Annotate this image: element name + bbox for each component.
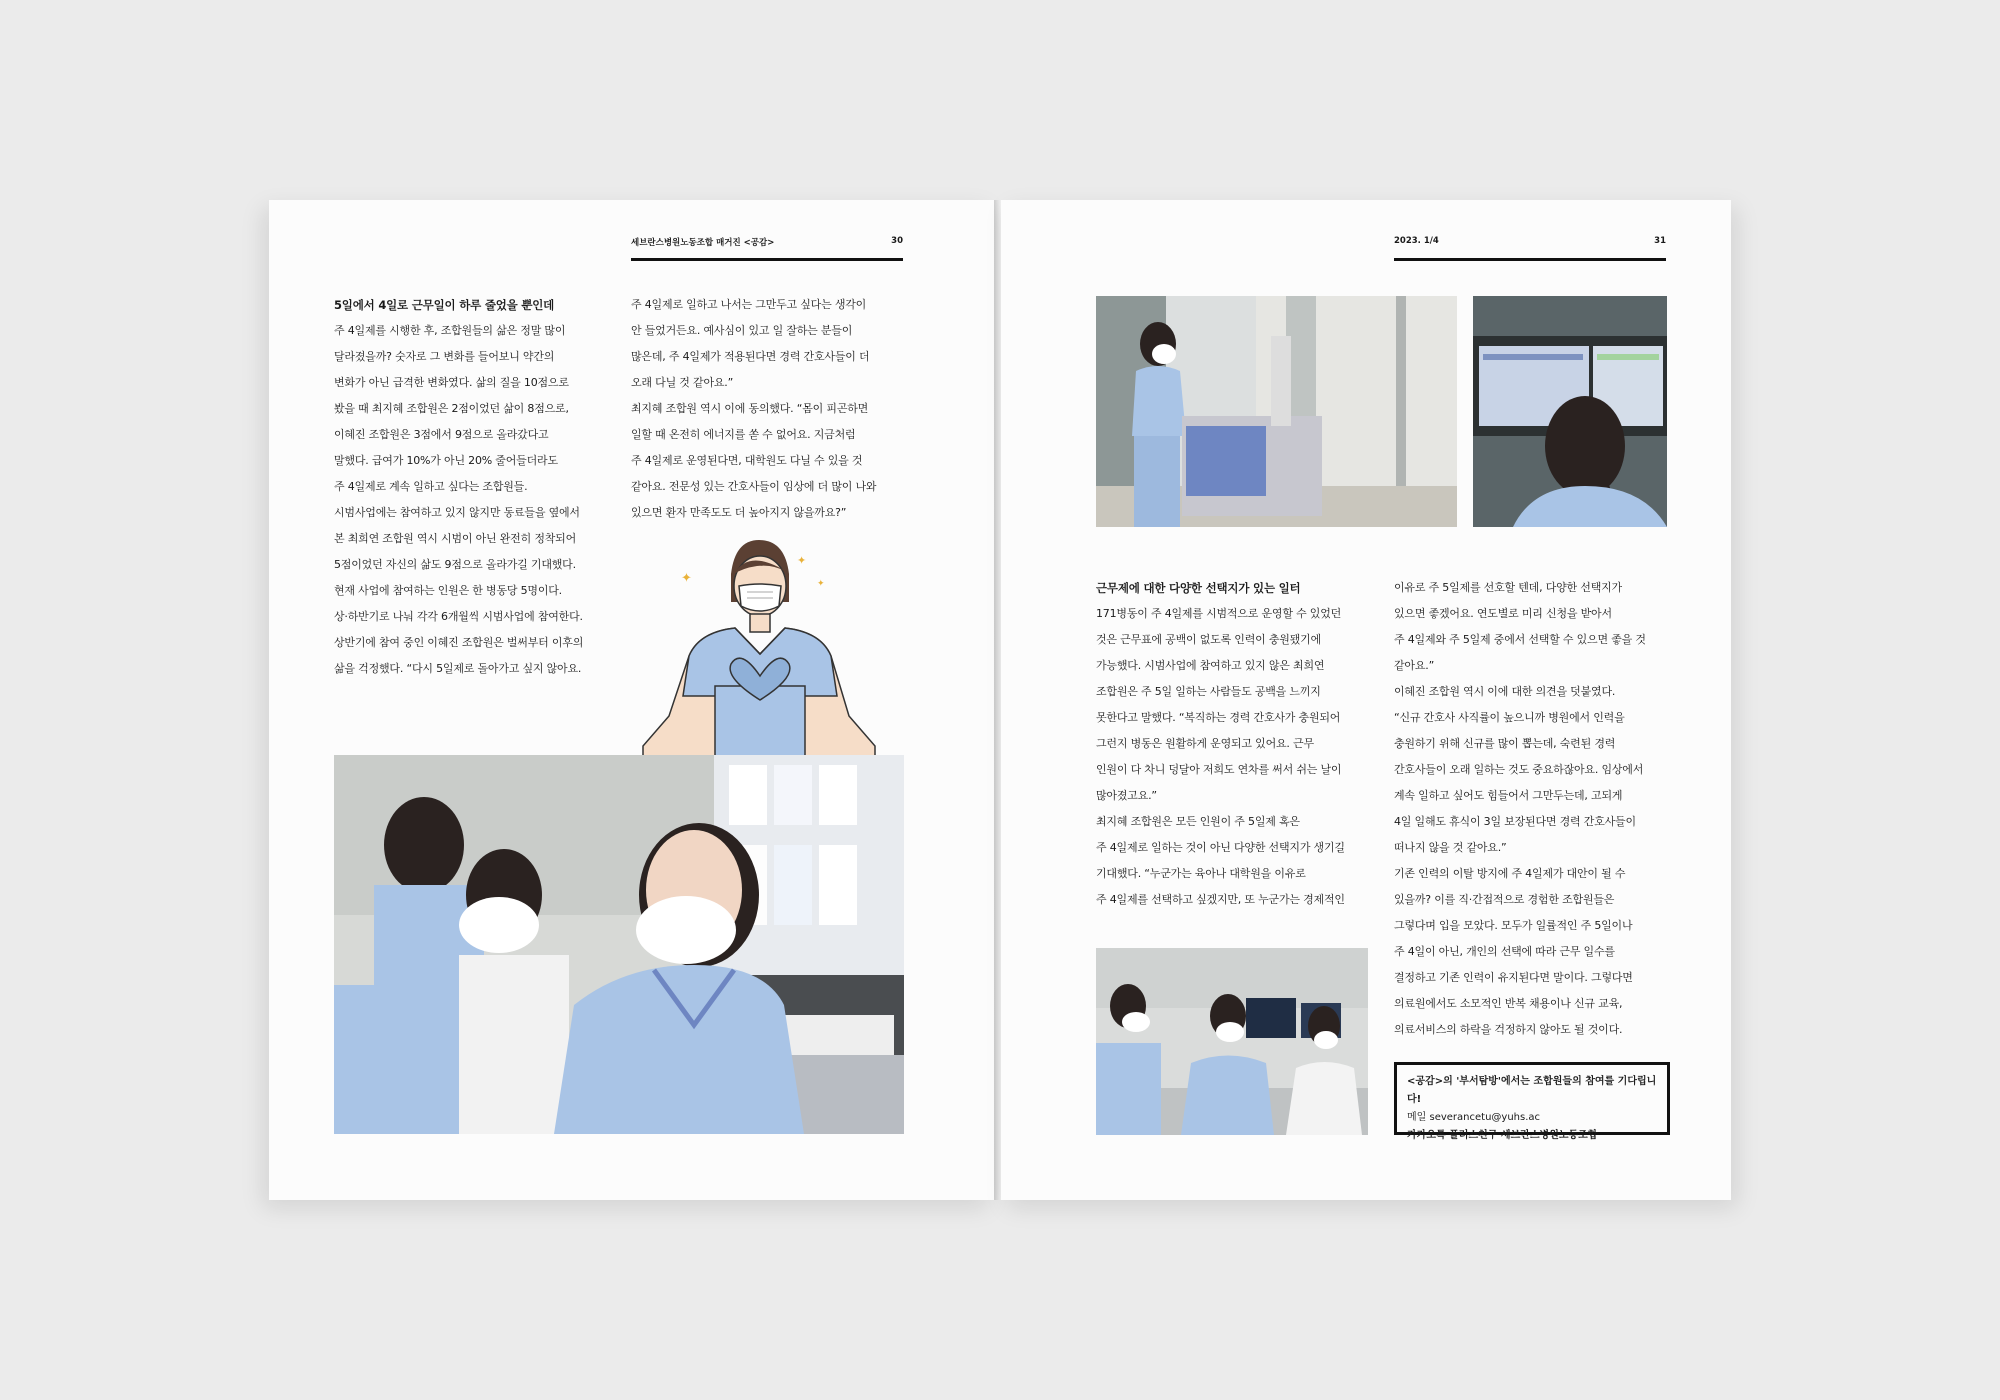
text-line: 최지혜 조합원은 모든 인원이 주 5일제 혹은 bbox=[1096, 815, 1300, 828]
text-line: 변화가 아닌 급격한 변화였다. 삶의 질을 10점으로 bbox=[334, 376, 569, 389]
text-line: 있을까? 이를 직·간접적으로 경험한 조합원들은 bbox=[1394, 893, 1615, 906]
text-line: 4일 일해도 휴식이 3일 보장된다면 경력 간호사들이 bbox=[1394, 815, 1636, 828]
text-line: 주 4일제를 선택하고 싶겠지만, 또 누군가는 경제적인 bbox=[1096, 893, 1345, 906]
text-line: 본 최희연 조합원 역시 시범이 아닌 완전히 정착되어 bbox=[334, 532, 577, 545]
text-line: 있으면 좋겠어요. 연도별로 미리 신청을 받아서 bbox=[1394, 607, 1612, 620]
paragraph-lines bbox=[631, 292, 911, 526]
svg-text:✦: ✦ bbox=[817, 579, 825, 589]
section-heading: 근무제에 대한 다양한 선택지가 있는 일터 bbox=[1096, 581, 1301, 595]
text-line: 충원하기 위해 신규를 많이 뽑는데, 숙련된 경력 bbox=[1394, 737, 1616, 750]
nurse-heart-illustration bbox=[639, 536, 879, 756]
nurse-at-computer-photo bbox=[1473, 296, 1667, 527]
info-box-title: <공감>의 '부서탐방'에서는 조합원들의 참여를 기다립니다! bbox=[1407, 1076, 1657, 1105]
right-page-header bbox=[1394, 236, 1666, 261]
text-line: “신규 간호사 사직률이 높으니까 병원에서 인력을 bbox=[1394, 711, 1625, 724]
left-page-header bbox=[631, 236, 903, 261]
text-line: 이유로 주 5일제를 선호할 텐데, 다양한 선택지가 bbox=[1394, 581, 1622, 594]
text-line: 171병동이 주 4일제를 시범적으로 운영할 수 있었던 bbox=[1096, 607, 1342, 620]
contact-info-box bbox=[1394, 1062, 1670, 1141]
right-column-2 bbox=[1394, 575, 1674, 1043]
text-line: 이혜진 조합원 역시 이에 대한 의견을 덧붙였다. bbox=[1394, 685, 1616, 698]
svg-text:✦: ✦ bbox=[797, 554, 807, 567]
section-heading: 5일에서 4일로 근무일이 하루 줄었을 뿐인데 bbox=[334, 298, 555, 312]
left-column-1 bbox=[334, 292, 606, 682]
text-line: 주 4일제로 운영된다면, 대학원도 다닐 수 있을 것 bbox=[631, 454, 863, 467]
text-line: 주 4일제를 시행한 후, 조합원들의 삶은 정말 많이 bbox=[334, 324, 566, 337]
text-line: 간호사들이 오래 일하는 것도 중요하잖아요. 임상에서 bbox=[1394, 763, 1644, 776]
info-box-email: 메일 severancetu@yuhs.ac bbox=[1407, 1112, 1541, 1123]
paragraph-lines bbox=[1394, 575, 1674, 1043]
text-line: 의료서비스의 하락을 걱정하지 않아도 될 것이다. bbox=[1394, 1023, 1623, 1036]
text-line: 일할 때 온전히 에너지를 쏟 수 없어요. 지금처럼 bbox=[631, 428, 856, 441]
text-line: 기존 인력의 이탈 방지에 주 4일제가 대안이 될 수 bbox=[1394, 867, 1626, 880]
text-line: 말했다. 급여가 10%가 아닌 20% 줄어들더라도 bbox=[334, 454, 558, 467]
text-line: 안 들었거든요. 예사심이 있고 일 잘하는 분들이 bbox=[631, 324, 853, 337]
text-line: 시범사업에는 참여하고 있지 않지만 동료들을 옆에서 bbox=[334, 506, 580, 519]
text-line: 계속 일하고 싶어도 힘들어서 그만두는데, 고되게 bbox=[1394, 789, 1623, 802]
magazine-title: 세브란스병원노동조합 매거진 <공감> bbox=[631, 238, 775, 248]
text-line: 이혜진 조합원은 3점에서 9점으로 올라갔다고 bbox=[334, 428, 549, 441]
text-line: 달라졌을까? 숫자로 그 변화를 들어보니 약간의 bbox=[334, 350, 555, 363]
text-line: 있으면 환자 만족도도 더 높아지지 않을까요?” bbox=[631, 506, 847, 519]
text-line: 오래 다닐 것 같아요.” bbox=[631, 376, 734, 389]
text-line: 많은데, 주 4일제가 적용된다면 경력 간호사들이 더 bbox=[631, 350, 870, 363]
text-line: 것은 근무표에 공백이 없도록 인력이 충원됐기에 bbox=[1096, 633, 1322, 646]
text-line: 기대했다. “누군가는 육아나 대학원을 이유로 bbox=[1096, 867, 1306, 880]
nurses-group-photo bbox=[334, 755, 904, 1134]
text-line: 삶을 걱정했다. “다시 5일제로 돌아가고 싶지 않아요. bbox=[334, 662, 582, 675]
text-line: 가능했다. 시범사업에 참여하고 있지 않은 최희연 bbox=[1096, 659, 1325, 672]
text-line: 상반기에 참여 중인 이혜진 조합원은 벌써부터 이후의 bbox=[334, 636, 584, 649]
text-line: 조합원은 주 5일 일하는 사람들도 공백을 느끼지 bbox=[1096, 685, 1321, 698]
text-line: 의료원에서도 소모적인 반복 채용이나 신규 교육, bbox=[1394, 997, 1623, 1010]
text-line: 그런지 병동은 원활하게 운영되고 있어요. 근무 bbox=[1096, 737, 1314, 750]
text-line: 주 4일제로 계속 일하고 싶다는 조합원들. bbox=[334, 480, 528, 493]
nurse-medication-cart-photo bbox=[1096, 296, 1457, 527]
text-line: 주 4일제로 일하고 나서는 그만두고 싶다는 생각이 bbox=[631, 298, 867, 311]
text-line: 상·하반기로 나눠 각각 6개월씩 시범사업에 참여한다. bbox=[334, 610, 583, 623]
text-line: 못한다고 말했다. “복직하는 경력 간호사가 충원되어 bbox=[1096, 711, 1341, 724]
text-line: 떠나지 않을 것 같아요.” bbox=[1394, 841, 1507, 854]
left-column-2 bbox=[631, 292, 911, 526]
text-line: 결정하고 기존 인력이 유지된다면 말이다. 그렇다면 bbox=[1394, 971, 1633, 984]
left-page bbox=[269, 200, 994, 1200]
left-page-number: 30 bbox=[891, 236, 903, 246]
text-line: 그렇다며 입을 모았다. 모두가 일률적인 주 5일이나 bbox=[1394, 919, 1633, 932]
right-page bbox=[1001, 200, 1731, 1200]
text-line: 최지혜 조합원 역시 이에 동의했다. “몸이 피곤하면 bbox=[631, 402, 869, 415]
issue-date: 2023. 1/4 bbox=[1394, 236, 1439, 246]
text-line: 같아요.” bbox=[1394, 659, 1435, 672]
svg-text:✦: ✦ bbox=[681, 571, 692, 586]
text-line: 인원이 다 차니 덩달아 저희도 연차를 써서 쉬는 날이 bbox=[1096, 763, 1342, 776]
text-line: 주 4일제와 주 5일제 중에서 선택할 수 있으면 좋을 것 bbox=[1394, 633, 1646, 646]
info-box-kakao: 카카오톡 플러스친구 세브란스병원노동조합 bbox=[1407, 1130, 1598, 1141]
spine-gutter bbox=[994, 200, 1001, 1200]
right-column-1 bbox=[1096, 575, 1366, 913]
text-line: 같아요. 전문성 있는 간호사들이 임상에 더 많이 나와 bbox=[631, 480, 877, 493]
text-line: 주 4일제로 일하는 것이 아닌 다양한 선택지가 생기길 bbox=[1096, 841, 1345, 854]
text-line: 5점이었던 자신의 삶도 9점으로 올라가길 기대했다. bbox=[334, 558, 576, 571]
right-page-number: 31 bbox=[1654, 236, 1666, 246]
paragraph-lines bbox=[334, 318, 606, 682]
nurses-station-photo bbox=[1096, 948, 1368, 1135]
text-line: 현재 사업에 참여하는 인원은 한 병동당 5명이다. bbox=[334, 584, 562, 597]
paragraph-lines bbox=[1096, 601, 1366, 913]
text-line: 봤을 때 최지혜 조합원은 2점이었던 삶이 8점으로, bbox=[334, 402, 569, 415]
text-line: 많아졌고요.” bbox=[1096, 789, 1157, 802]
text-line: 주 4일이 아닌, 개인의 선택에 따라 근무 일수를 bbox=[1394, 945, 1615, 958]
